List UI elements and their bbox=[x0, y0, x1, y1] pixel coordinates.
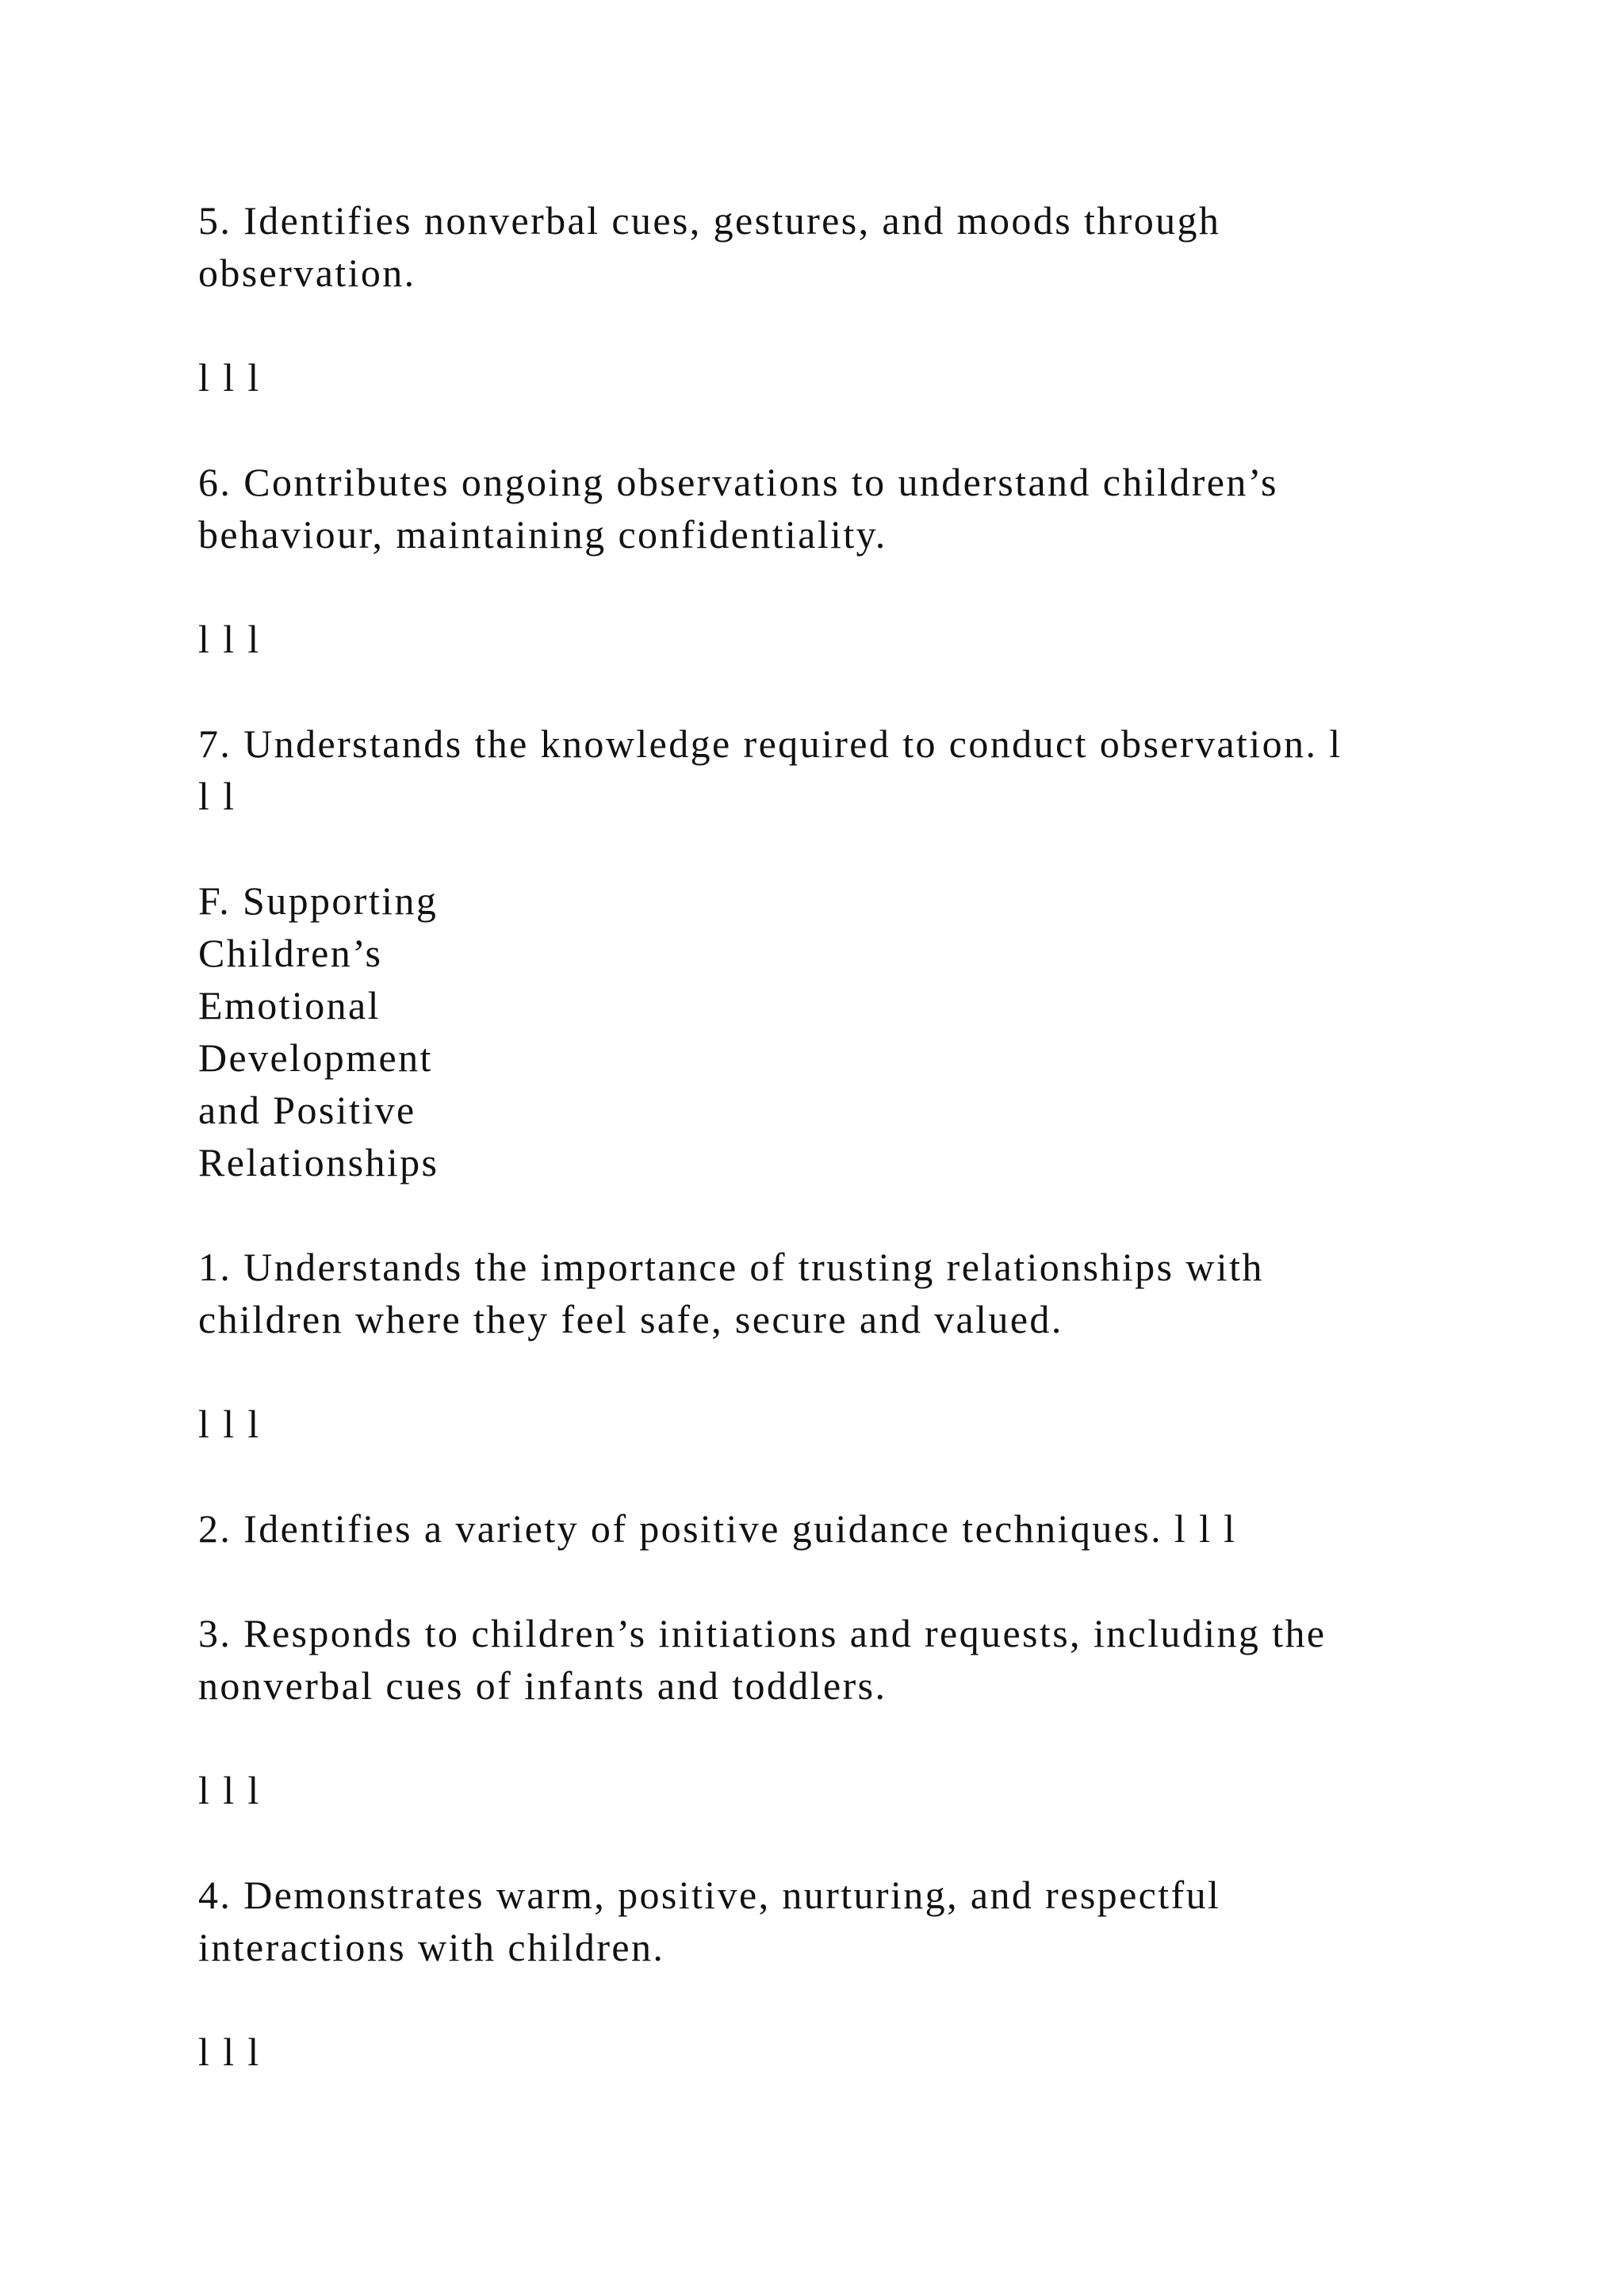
rating-marks: l l l bbox=[198, 2030, 261, 2074]
heading-line: Emotional bbox=[198, 983, 381, 1027]
item-1-trusting-relationships bbox=[198, 1241, 1483, 1345]
text-line: children where they feel safe, secure and valued. bbox=[198, 1297, 1063, 1341]
text-line: 3. Responds to children’s initiations and requests, including the bbox=[198, 1611, 1327, 1655]
heading-line: F. Supporting bbox=[198, 878, 439, 923]
text-line: 1. Understands the importance of trusting relationships with bbox=[198, 1245, 1264, 1289]
text-line: 6. Contributes ongoing observations to understand children’s bbox=[198, 460, 1278, 504]
heading-line: Development bbox=[198, 1035, 433, 1080]
rating-marks: l l l bbox=[198, 1402, 261, 1446]
text-line: behaviour, maintaining confidentiality. bbox=[198, 512, 887, 557]
text-line: 2. Identifies a variety of positive guidance techniques. l l l bbox=[198, 1506, 1237, 1551]
rating-marks: l l l bbox=[198, 1768, 261, 1812]
text-line: l l bbox=[198, 774, 236, 818]
text-line: interactions with children. bbox=[198, 1925, 665, 1969]
item-6-ongoing-observations bbox=[198, 456, 1483, 561]
section-heading-f bbox=[198, 874, 1483, 1188]
item-7-observation-knowledge bbox=[198, 718, 1483, 822]
heading-line: Relationships bbox=[198, 1140, 439, 1184]
heading-line: Children’s bbox=[198, 931, 383, 975]
rating-marks: l l l bbox=[198, 617, 261, 661]
text-line: observation. bbox=[198, 251, 416, 295]
text-line: nonverbal cues of infants and toddlers. bbox=[198, 1663, 887, 1708]
text-line: 5. Identifies nonverbal cues, gestures, and moods through bbox=[198, 198, 1221, 243]
item-3-responds-to-initiations bbox=[198, 1607, 1483, 1712]
item-4-warm-interactions bbox=[198, 1869, 1483, 1973]
document-body bbox=[198, 194, 1483, 2130]
item-2-guidance-techniques bbox=[198, 1502, 1483, 1555]
item-5-observation-cues bbox=[198, 194, 1483, 299]
text-line: 4. Demonstrates warm, positive, nurturing, and respectful bbox=[198, 1873, 1221, 1917]
text-line: 7. Understands the knowledge required to conduct observation. l bbox=[198, 721, 1342, 766]
rating-marks: l l l bbox=[198, 355, 261, 400]
heading-line: and Positive bbox=[198, 1088, 416, 1132]
